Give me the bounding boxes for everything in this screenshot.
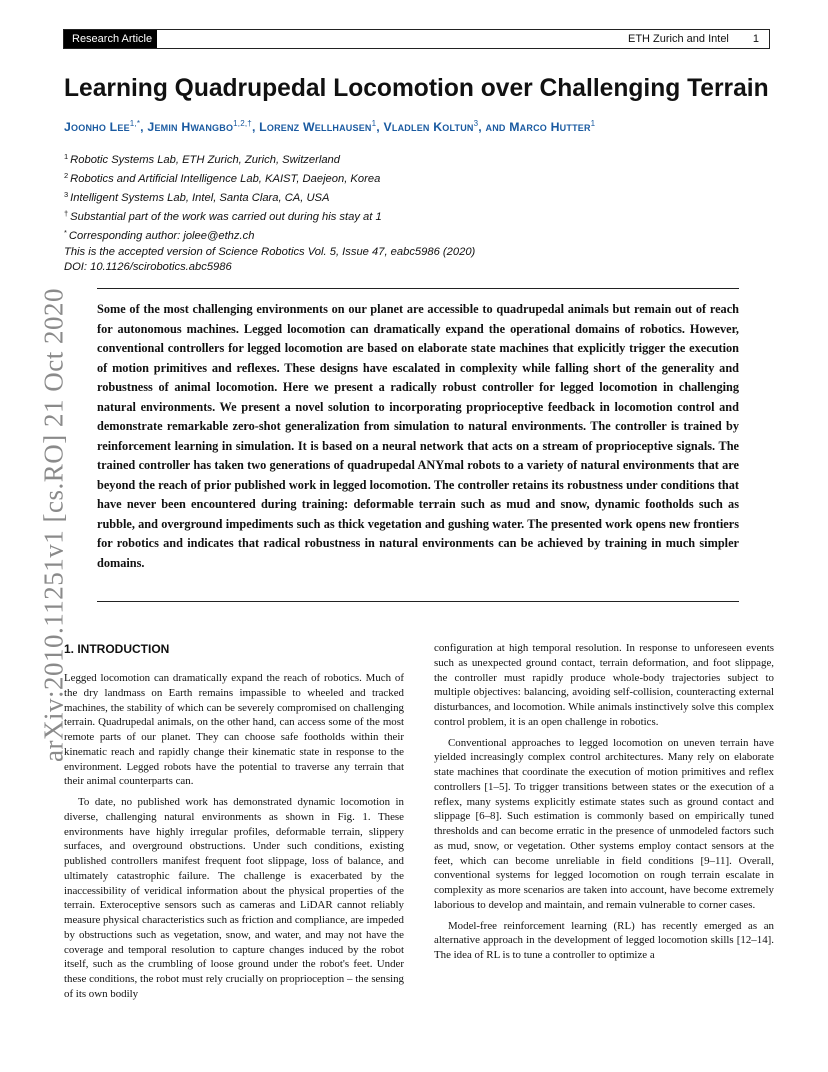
- author-name: Vladlen Koltun: [383, 120, 474, 134]
- doi: DOI: 10.1126/scirobotics.abc5986: [64, 261, 232, 273]
- author-affiliation-mark: 1: [371, 119, 377, 128]
- affiliation-text: Substantial part of the work was carried out during his stay at 1: [70, 211, 382, 223]
- section-heading: 1. INTRODUCTION: [64, 642, 170, 656]
- author-name: Joonho Lee: [64, 120, 130, 134]
- author-affiliation-mark: 3: [473, 119, 479, 128]
- affiliation-text: Corresponding author: jolee@ethz.ch: [68, 230, 255, 242]
- left-paragraphs: [64, 671, 404, 1002]
- abstract-top-rule: [97, 288, 739, 289]
- author-list: [64, 119, 784, 134]
- affiliation-line: [64, 168, 764, 187]
- page-number: 1: [752, 33, 759, 45]
- header-right: [628, 30, 759, 48]
- left-column: [64, 641, 404, 1008]
- accepted-version-note: This is the accepted version of Science Robotics Vol. 5, Issue 47, eabc5986 (2020): [64, 246, 476, 258]
- author-separator: ,: [376, 120, 384, 134]
- header-affiliation: ETH Zurich and Intel: [628, 33, 729, 45]
- body-paragraph: To date, no published work has demonstrated dynamic locomotion in diverse, challenging natural environments as shown in Fig. 1. These environments have highly irregular profiles, deformable terrain, slippery surfaces, and overground obstructions. Under such conditions, existing published controllers manifest frequent foot slippage, loss of balance, and ultimately catastrophic failure. The challenge is exacerbated by the inaccessibility of veridical information about the physical properties of the terrain. Exteroceptive sensors such as cameras and LiDAR cannot reliably measure physical characteristics such as friction and compliance, are impeded by obstructions such as vegetation, snow, and water, and may not have the coverage and temporal resolution to capture changes induced by the robot itself, such as the crumbling of loose ground under the robot's feet. Under these conditions, the robot must rely crucially on proprioception – the sensing of its own bodily: [64, 796, 404, 1000]
- affiliation-text: Intelligent Systems Lab, Intel, Santa Clara, CA, USA: [70, 192, 330, 204]
- affiliation-mark: 3: [64, 190, 69, 199]
- author-affiliation-mark: 1: [590, 119, 596, 128]
- body-paragraph: configuration at high temporal resolution. In response to unforeseen events such as unexpected ground contact, terrain deformation, and foot slippage, the controller must rapidly produce whole-body trajectories subject to multiple objectives: balancing, avoiding self-collision, counteracting external disturbances, and locomotion. While animals instinctively solve this complex control problem, it is an open challenge in robotics.: [434, 642, 774, 728]
- right-column: [434, 641, 774, 969]
- abstract-bottom-rule: [97, 601, 739, 602]
- running-header: [63, 29, 770, 49]
- author-name: Jemin Hwangbo: [147, 120, 234, 134]
- affiliation-line: [64, 206, 764, 225]
- paper-title: Learning Quadrupedal Locomotion over Challenging Terrain: [64, 75, 769, 102]
- affiliation-text: Robotics and Artificial Intelligence Lab, KAIST, Daejeon, Korea: [70, 173, 381, 185]
- affiliation-list: [64, 149, 764, 244]
- affiliation-line: [64, 187, 764, 206]
- body-paragraph: Model-free reinforcement learning (RL) has recently emerged as an alternative approach in the development of legged locomotion skills [12–14]. The idea of RL is to tune a controller to optimize a: [434, 919, 774, 961]
- right-paragraphs: [434, 641, 774, 963]
- body-paragraph: Conventional approaches to legged locomotion on uneven terrain have yielded increasingly complex control architectures. Many rely on elaborate state machines that coordinate the execution of motion primitives and reflex controllers [1–5]. To trigger transitions between states or the execution of a reflex, many systems explicitly estimate states such as ground contact and slippage [6–8]. Such estimation is commonly based on empirically tuned thresholds and can become erratic in the presence of unmodeled factors such as mud, snow, or vegetation. Other systems employ contact sensors at the feet, which can become unreliable in field conditions [9–11]. Overall, conventional systems for legged locomotion on rough terrain escalate in complexity as more scenarios are taken into account, have become extremely laborious to develop and maintain, and remain vulnerable to corner cases.: [434, 736, 774, 911]
- author-separator: ,: [140, 120, 148, 134]
- body-paragraph: Legged locomotion can dramatically expand the reach of robotics. Much of the dry landmass on Earth remains impassible to wheeled and tracked machines, the stability of which can be severely compromised on challenging terrain. Quadrupedal animals, on the other hand, can access some of the most remote parts of our planet. They can choose safe footholds within their kinematic reach and rapidly change their kinematic state in response to the environment. Legged robots have the potential to traverse any terrain that their animal counterparts can.: [64, 672, 404, 788]
- affiliation-text: Robotic Systems Lab, ETH Zurich, Zurich, Switzerland: [70, 154, 341, 166]
- affiliation-line: [64, 149, 764, 168]
- author-separator: , and: [478, 120, 510, 134]
- affiliation-mark: 2: [64, 171, 69, 180]
- affiliation-line: [64, 225, 764, 244]
- affiliation-mark: 1: [64, 152, 69, 161]
- author-affiliation-mark: 1,2,†: [233, 119, 252, 128]
- arxiv-identifier: arXiv:2010.11251v1 [cs.RO] 21 Oct 2020: [38, 288, 69, 762]
- author-separator: ,: [251, 120, 260, 134]
- affiliation-mark: †: [64, 209, 69, 218]
- article-type-tag: Research Article: [64, 30, 157, 48]
- author-affiliation-mark: 1,*: [129, 119, 141, 128]
- author-name: Marco Hutter: [509, 120, 591, 134]
- publication-note: [64, 245, 764, 275]
- affiliation-mark: *: [64, 228, 67, 237]
- abstract: Some of the most challenging environments on our planet are accessible to quadrupedal animals but remain out of reach for autonomous machines. Legged locomotion can dramatically expand the operational domains of robotics. However, conventional controllers for legged locomotion are based on elaborate state machines that explicitly trigger the execution of motion primitives and reflexes. These designs have escalated in complexity while falling short of the generality and robustness of animal locomotion. Here we present a radically robust controller for legged locomotion in challenging natural environments. We present a novel solution to incorporating proprioceptive feedback in locomotion control and demonstrate remarkable zero-shot generalization from simulation to natural environments. The controller is trained by reinforcement learning in simulation. It is based on a neural network that acts on a stream of proprioceptive signals. The trained controller has taken two generations of quadrupedal ANYmal robots to a variety of natural environments that are beyond the reach of prior published work in legged locomotion. The controller retains its robustness under conditions that have never been encountered during training: deformable terrain such as mud and snow, dynamic footholds such as rubble, and overground impediments such as thick vegetation and gushing water. The presented work opens new frontiers for robotics and indicates that radical robustness in natural environments can be achieved by training in much simpler domains.: [97, 302, 739, 570]
- author-name: Lorenz Wellhausen: [259, 120, 372, 134]
